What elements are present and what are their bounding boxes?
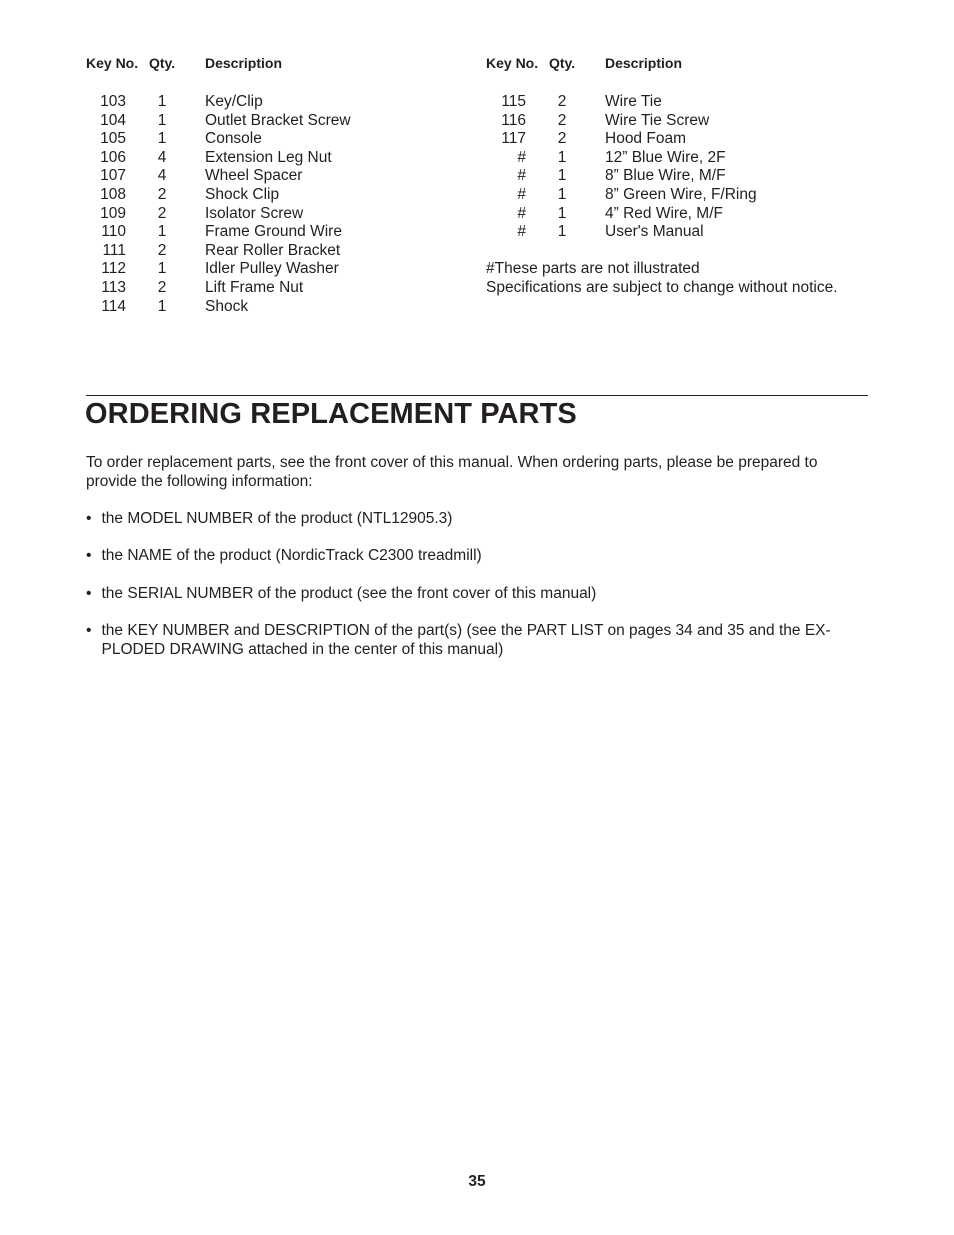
qty-cell: 4 — [157, 148, 167, 166]
description-cell: Idler Pulley Washer — [205, 260, 339, 278]
qty-cell: 1 — [557, 223, 567, 241]
key-no-cell: 108 — [100, 185, 126, 203]
list-item — [86, 510, 856, 529]
parts-rows-right — [486, 93, 886, 242]
section-title: ORDERING REPLACEMENT PARTS — [85, 398, 577, 430]
key-no-cell: 109 — [100, 204, 126, 222]
table-row — [486, 149, 886, 168]
description-cell: User's Manual — [605, 223, 704, 241]
description-cell: 8” Blue Wire, M/F — [605, 167, 726, 185]
table-row — [86, 112, 486, 131]
table-row — [486, 186, 886, 205]
qty-cell: 1 — [157, 260, 167, 278]
header-qty: Qty. — [149, 55, 176, 71]
key-no-cell: # — [517, 204, 526, 222]
qty-cell: 4 — [157, 167, 167, 185]
description-cell: 12” Blue Wire, 2F — [605, 148, 726, 166]
qty-cell: 1 — [157, 93, 167, 110]
qty-cell: 1 — [557, 148, 567, 166]
table-row — [86, 130, 486, 149]
bullet-icon: • — [86, 622, 92, 640]
parts-rows-left — [86, 93, 486, 316]
table-row — [86, 242, 486, 261]
table-row — [86, 279, 486, 298]
table-row — [486, 130, 886, 149]
bullet-icon: • — [86, 584, 92, 602]
qty-cell: 1 — [557, 204, 567, 222]
description-cell: Lift Frame Nut — [205, 278, 304, 296]
page-number: 35 — [468, 1173, 486, 1190]
qty-cell: 1 — [157, 297, 167, 315]
table-row — [86, 186, 486, 205]
description-cell: Extension Leg Nut — [205, 148, 332, 166]
bullet-icon: • — [86, 547, 92, 565]
qty-cell: 2 — [157, 204, 167, 222]
qty-cell: 2 — [557, 111, 567, 129]
qty-cell: 2 — [557, 130, 567, 148]
table-row — [486, 223, 886, 242]
description-cell: Rear Roller Bracket — [205, 241, 341, 259]
table-row — [86, 149, 486, 168]
key-no-cell: 110 — [101, 223, 126, 241]
table-row — [86, 93, 486, 112]
intro-paragraph: To order replacement parts, see the front cover of this manual. When ordering parts, please be prepared to provide the following information: — [86, 454, 818, 490]
key-no-cell: 111 — [102, 241, 126, 259]
description-cell: Console — [205, 130, 262, 148]
list-item — [86, 585, 856, 604]
qty-cell: 1 — [157, 111, 167, 129]
note-specifications: Specifications are subject to change without notice. — [486, 278, 838, 296]
qty-cell: 1 — [157, 223, 167, 241]
key-no-cell: # — [517, 223, 526, 241]
table-row — [86, 260, 486, 279]
qty-cell: 2 — [157, 278, 167, 296]
parts-table-left — [86, 55, 486, 316]
qty-cell: 2 — [157, 241, 167, 259]
key-no-cell: # — [517, 167, 526, 185]
key-no-cell: # — [517, 185, 526, 203]
key-no-cell: 112 — [101, 260, 126, 278]
table-row — [86, 223, 486, 242]
parts-table-right — [486, 55, 886, 298]
qty-cell: 2 — [157, 185, 167, 203]
description-cell: Wire Tie Screw — [605, 111, 710, 129]
key-no-cell: 104 — [100, 111, 126, 129]
parts-table-header — [486, 55, 886, 73]
description-cell: Frame Ground Wire — [205, 223, 342, 241]
bullet-text: the NAME of the product (NordicTrack C2300 treadmill) — [101, 547, 482, 565]
header-description: Description — [605, 55, 683, 71]
key-no-cell: 115 — [501, 93, 526, 110]
table-row — [86, 298, 486, 317]
bullet-text: the MODEL NUMBER of the product (NTL12905.3) — [101, 510, 453, 527]
key-no-cell: 113 — [101, 278, 126, 296]
description-cell: Wire Tie — [605, 93, 662, 110]
key-no-cell: 103 — [100, 93, 126, 110]
qty-cell: 1 — [557, 167, 567, 185]
bullet-icon: • — [86, 510, 92, 527]
description-cell: Wheel Spacer — [205, 167, 303, 185]
info-bullet-list — [86, 510, 856, 678]
key-no-cell: 105 — [100, 130, 126, 148]
header-description: Description — [205, 55, 283, 71]
table-row — [486, 205, 886, 224]
table-row — [486, 93, 886, 112]
list-item — [86, 622, 856, 660]
qty-cell: 1 — [157, 130, 167, 148]
key-no-cell: 116 — [501, 111, 526, 129]
table-row — [86, 205, 486, 224]
header-key-no: Key No. — [486, 55, 539, 71]
table-row — [486, 167, 886, 186]
key-no-cell: 117 — [501, 130, 526, 148]
key-no-cell: 107 — [100, 167, 126, 185]
bullet-text: the SERIAL NUMBER of the product (see the front cover of this manual) — [101, 584, 597, 602]
description-cell: Shock — [205, 297, 249, 315]
description-cell: Isolator Screw — [205, 204, 304, 222]
description-cell: 8” Green Wire, F/Ring — [605, 185, 757, 203]
qty-cell: 2 — [557, 93, 567, 110]
list-item — [86, 547, 856, 566]
key-no-cell: 114 — [101, 297, 126, 315]
parts-notes — [486, 260, 886, 297]
parts-table-header — [86, 55, 486, 73]
table-row — [86, 167, 486, 186]
table-row — [486, 112, 886, 131]
key-no-cell: # — [517, 148, 526, 166]
description-cell: 4” Red Wire, M/F — [605, 204, 723, 222]
description-cell: Shock Clip — [205, 185, 280, 203]
description-cell: Key/Clip — [205, 93, 263, 110]
header-qty: Qty. — [549, 55, 576, 71]
header-key-no: Key No. — [86, 55, 139, 71]
bullet-text: the KEY NUMBER and DESCRIPTION of the part(s) (see the PART LIST on pages 34 and 35 and the EX-PLODED DRAWING attached in the center of this manual) — [101, 622, 831, 658]
note-not-illustrated: #These parts are not illustrated — [486, 260, 700, 278]
key-no-cell: 106 — [100, 148, 126, 166]
description-cell: Outlet Bracket Screw — [205, 111, 351, 129]
qty-cell: 1 — [557, 185, 567, 203]
description-cell: Hood Foam — [605, 130, 686, 148]
